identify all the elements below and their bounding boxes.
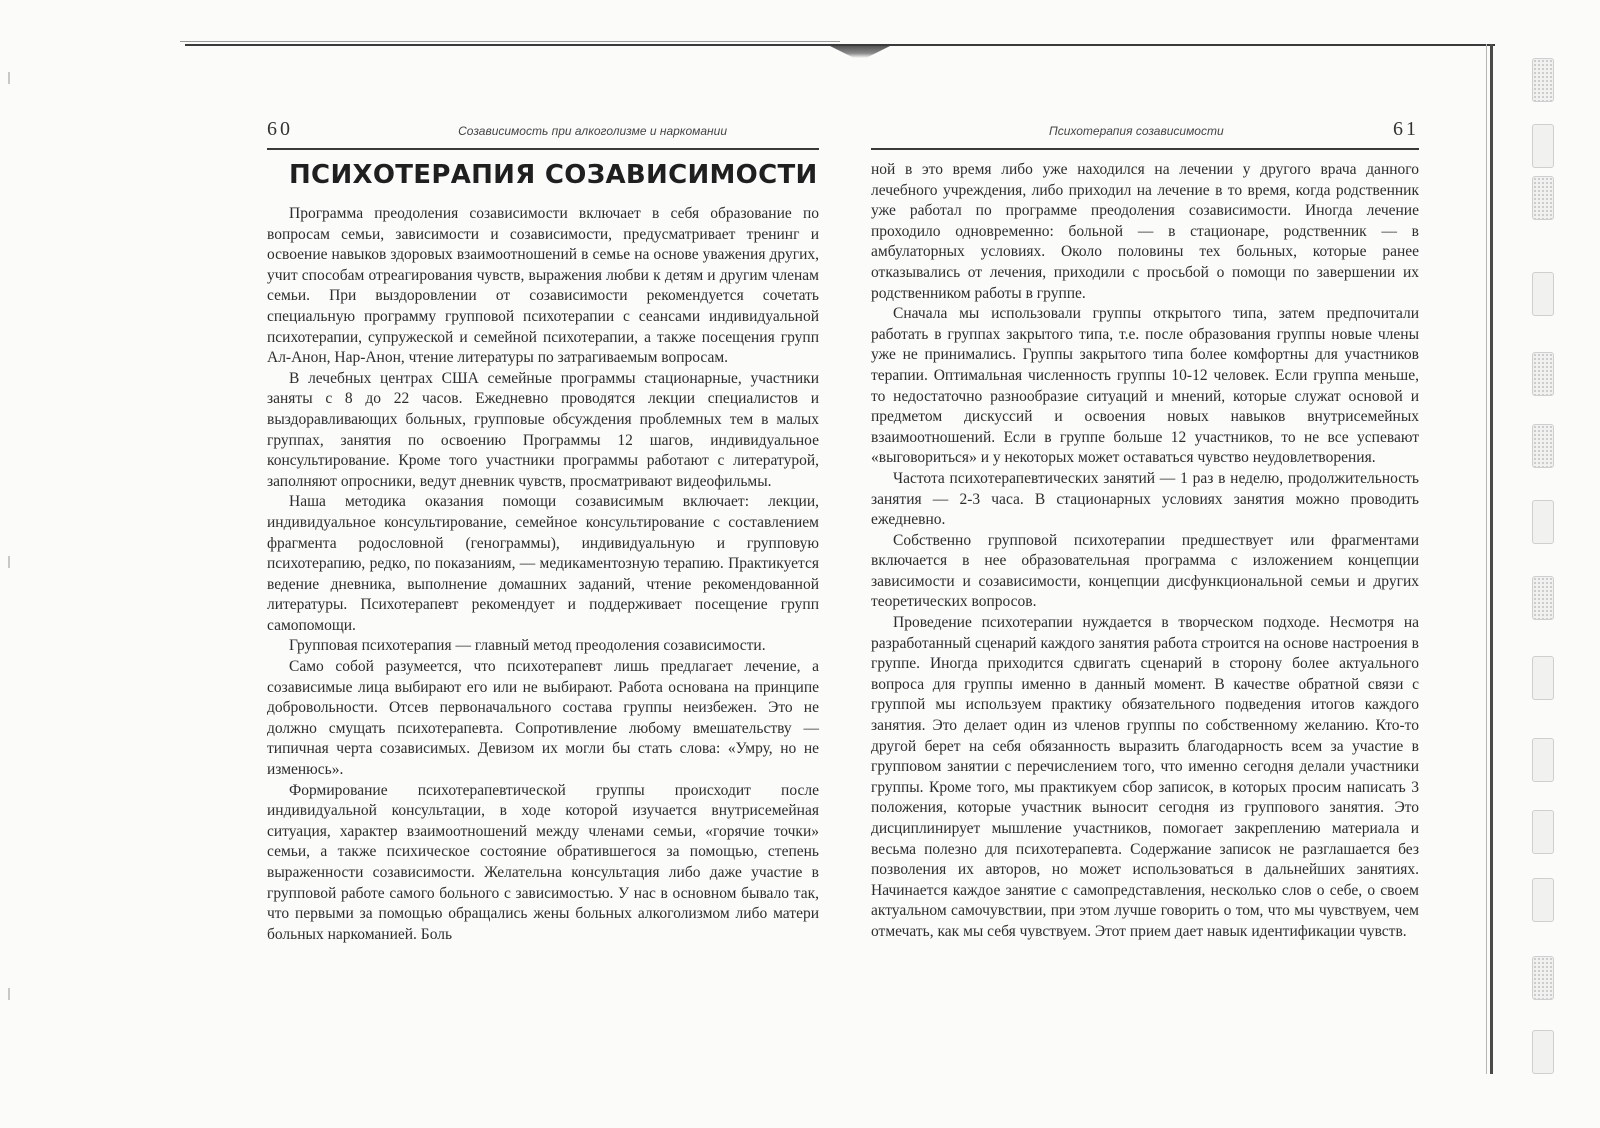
scan-speck [8, 72, 10, 84]
page-top-rule-thin [180, 41, 840, 42]
spine-mark [830, 46, 890, 58]
left-running-head [267, 118, 819, 150]
paragraph: Само собой разумеется, что психотерапевт лишь предлагает лечение, а созависимые лица выбирают его или не выбирают. Работа основана на принципе добровольности. Отсев первоначального состава группы неизбежен. Это не должно смущать психотерапевта. Сопротивление любому вмешательству — типичная черта созависимых. Девизом их могли бы стать слова: «Умру, но не изменюсь». [267, 658, 819, 779]
left-page-number: 60 [267, 118, 293, 140]
paragraph: Групповая психотерапия — главный метод преодоления созависимости. [289, 637, 766, 655]
binding-hole [1532, 738, 1554, 782]
binding-hole [1532, 810, 1554, 854]
binding-hole [1532, 272, 1554, 316]
paragraph: Формирование психотерапевтической группы происходит после индивидуальной консультации, в ходе которой изучается внутрисемейная ситуация, характер взаимоотношений между членами семьи, «горячие точки» семьи, а также психическое состояние обратившегося за помощью, степень выраженности созависимости. Желательна консультация либо даже участие в групповой работе самого больного с зависимостью. У нас в основном бывало так, что первыми за помощью обращались жены больных алкоголизмом либо матери больных наркоманией. Боль [267, 781, 819, 943]
binding-hole [1532, 124, 1554, 168]
paragraph: Сначала мы использовали группы открытого типа, затем предпочитали работать в группах закрытого типа, т.е. после образования группы новые члены уже не принимались. Группы закрытого типа более комфортны для участников терапии. Оптимальная численность группы 10-12 человек. Если группа меньше, то недостаточно разнообразие ситуаций и мнений, которые служат основой и предметом дискуссий и освоения новых навыков внутрисемейных взаимоотношений. Если в группе больше 12 участников, то не все успевают «выговориться» и у некоторых может оставаться чувство неудовлетворения. [871, 305, 1419, 467]
right-running-title: Психотерапия созависимости [1049, 124, 1224, 138]
paragraph: Программа преодоления созависимости включает в себя образование по вопросам семьи, зависимости и созависимости, предусматривает тренинг и освоение навыков здоровых взаимоотношений в семье на основе уважения других, учит способам отреагирования чувств, выражения любви к детям и другим членам семьи. При выздоровлении от созависимости рекомендуется сочетать специальную программу групповой психотерапии с сеансами индивидуальной психотерапии, супружеской и семейной психотерапии, а также посещения групп Ал-Анон, Нар-Анон, чтение литературы по затрагиваемым вопросам. [267, 205, 819, 367]
paragraph: Частота психотерапевтических занятий — 1 раз в неделю, продолжительность занятия — 2-3 часа. В стационарных условиях занятия можно проводить ежедневно. [871, 469, 1419, 529]
left-page [267, 118, 819, 945]
right-running-head [871, 118, 1419, 150]
right-page-edge [1490, 44, 1493, 1074]
paragraph: Собственно групповой психотерапии предшествует или фрагментами включается в нее образовательная программа с изложением концепции зависимости и созависимости, концепции дисфункциональной семьи и других теоретических вопросов. [871, 531, 1419, 611]
right-body-text [871, 160, 1419, 943]
paragraph: Проведение психотерапии нуждается в творческом подходе. Несмотря на разработанный сценарий каждого занятия работа строится на основе настроения в группе. Иногда приходится сдвигать сценарий в сторону более актуального вопроса для группы именно в данный момент. В качестве обратной связи с группой мы используем практику обязательного подведения итогов каждого занятия. Это делает один из членов группы по собственному желанию. Кто-то другой берет на себя обязанность выразить благодарность всем за участие в групповом занятии с перечислением того, что именно сегодня делали участники группы. Кроме того, мы практикуем сбор записок, в которых просим написать 3 положения, которые участник выносит сегодня из группового занятия. Это дисциплинирует мышление участников, помогает закреплению материала и весьма полезно для психотерапевта. Содержание записок не разглашается без позволения их авторов, но может использоваться в дальнейших занятиях. Начинается каждое занятие с самопредставления, несколько слов о себе, о своем актуальном самочувствии, при этом лучше говорить о том, что мы чувствуем, чем отмечать, как мы себя чувствуем. Этот прием дает навык идентификации чувств. [871, 614, 1419, 940]
right-page [871, 118, 1419, 943]
binding-hole [1532, 424, 1554, 468]
binding-hole [1532, 576, 1554, 620]
binding-hole [1532, 956, 1554, 1000]
scan-speck [8, 988, 10, 1000]
binding-hole [1532, 500, 1554, 544]
right-page-number: 61 [1393, 118, 1419, 140]
binding-hole [1532, 656, 1554, 700]
binding-hole [1532, 1030, 1554, 1074]
paragraph: В лечебных центрах США семейные программы стационарные, участники заняты с 8 до 22 часов. Ежедневно проводятся лекции специалистов и выздоравливающих больных, групповые обсуждения проблемных тем в малых группах, занятия по освоению Программы 12 шагов, индивидуальное консультирование. Кроме того участники программы работают с литературой, заполняют опросники, ведут дневник чувств, просматривают видеофильмы. [267, 369, 819, 490]
right-page-edge-inner [1486, 44, 1487, 1074]
binding-hole [1532, 878, 1554, 922]
binding-hole [1532, 58, 1554, 102]
left-running-title: Созависимость при алкоголизме и наркомании [458, 124, 727, 138]
left-body-text [267, 204, 819, 945]
paragraph: Наша методика оказания помощи созависимым включает: лекции, индивидуальное консультирование, семейное консультирование с составлением фрагмента родословной (генограммы), индивидуальную и групповую психотерапию, редко, по показаниям, — медикаментозную терапию. Практикуется ведение дневника, выполнение домашних заданий, чтение рекомендованной литературы. Психотерапевт рекомендует и поддерживает посещение групп самопомощи. [267, 493, 819, 634]
binding-hole [1532, 176, 1554, 220]
page-top-rule [185, 44, 1495, 46]
binding-hole [1532, 352, 1554, 396]
scan-speck [8, 556, 10, 568]
chapter-title: ПСИХОТЕРАПИЯ СОЗАВИСИМОСТИ [289, 160, 818, 190]
paragraph: ной в это время либо уже находился на лечении у другого врача данного лечебного учреждения, либо приходил на лечение в то время, когда родственник уже работал по программе преодоления созависимости. Иногда лечение проходило одновременно: больной — в стационаре, родственник — в амбулаторных условиях. Около половины тех больных, которые ранее отказывались от лечения, приходили с просьбой о помощи по завершении их родственником работы в группе. [871, 161, 1419, 302]
